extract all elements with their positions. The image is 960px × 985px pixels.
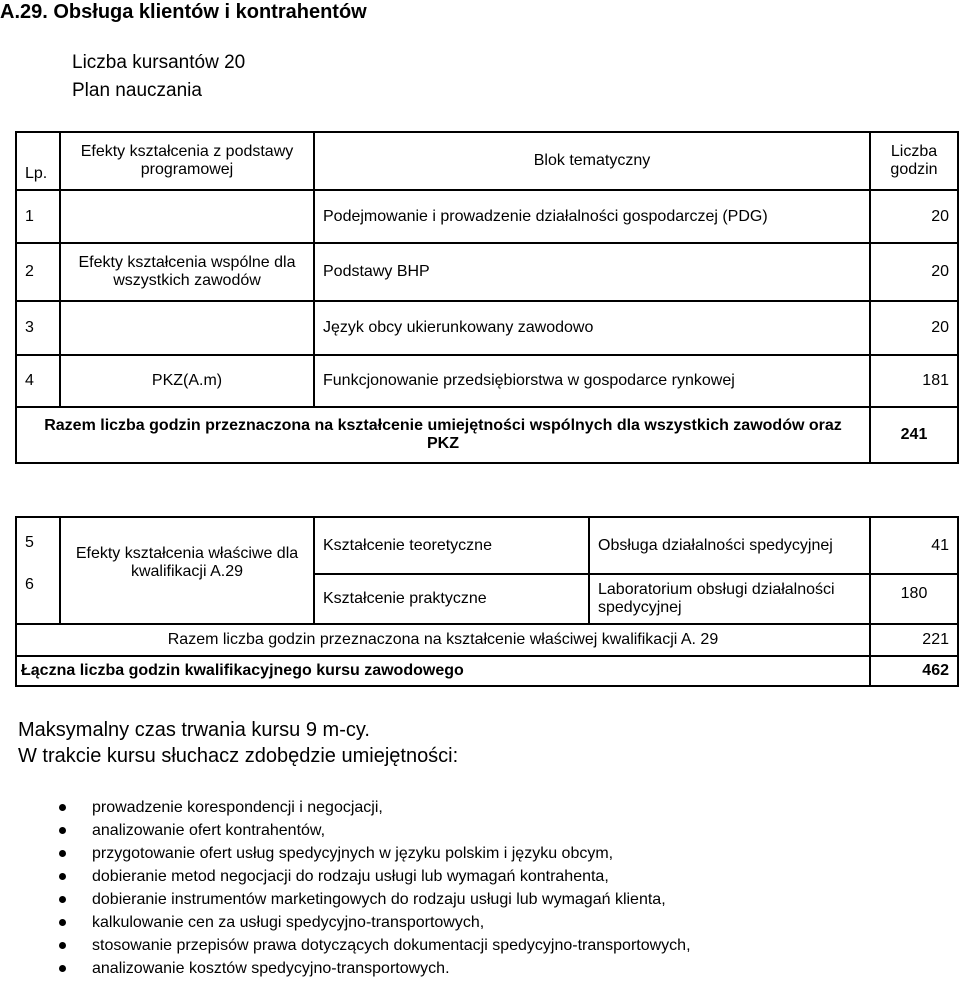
- hours-cell: 20: [870, 190, 958, 243]
- list-item: [0, 957, 691, 980]
- header-block: Blok tematyczny: [314, 132, 870, 190]
- block-cell: Laboratorium obsługi działalności spedycyjnej: [589, 574, 870, 624]
- skills-list: [0, 796, 691, 980]
- list-item: [0, 842, 691, 865]
- subtotal-hours: 221: [870, 624, 958, 656]
- effects-cell: [60, 301, 314, 355]
- common-education-table: [15, 131, 959, 464]
- hours-cell: 181: [870, 355, 958, 407]
- table-row: [16, 243, 958, 301]
- hours-cell: 20: [870, 243, 958, 301]
- header-hours: Liczba godzin: [870, 132, 958, 190]
- type-cell: Kształcenie praktyczne: [314, 574, 589, 624]
- hours-cell: 180: [870, 574, 958, 624]
- bullet-icon: [59, 896, 66, 903]
- header-effects: Efekty kształcenia z podstawy programowej: [60, 132, 314, 190]
- type-cell: Kształcenie teoretyczne: [314, 517, 589, 574]
- header-lp: Lp.: [16, 132, 60, 190]
- table-row: [16, 355, 958, 407]
- lp-cell: 2: [16, 243, 60, 301]
- bullet-icon: [59, 942, 66, 949]
- students-count: Liczba kursantów 20: [72, 52, 246, 73]
- bullet-icon: [59, 873, 66, 880]
- block-cell: Podstawy BHP: [314, 243, 870, 301]
- skill-text: kalkulowanie cen za usługi spedycyjno-transportowych,: [92, 914, 485, 931]
- skill-text: dobieranie instrumentów marketingowych do rodzaju usługi lub wymagań klienta,: [92, 891, 666, 908]
- skills-intro: W trakcie kursu słuchacz zdobędzie umiejętności:: [18, 745, 459, 767]
- table-row: [16, 517, 958, 574]
- skill-text: przygotowanie ofert usług spedycyjnych w języku polskim i języku obcym,: [92, 845, 614, 862]
- block-cell: Funkcjonowanie przedsiębiorstwa w gospodarce rynkowej: [314, 355, 870, 407]
- list-item: [0, 911, 691, 934]
- total-row: [16, 407, 958, 463]
- total-hours: 241: [870, 407, 958, 463]
- plan-heading: Plan nauczania: [72, 80, 202, 101]
- bullet-icon: [59, 804, 66, 811]
- subtotal-row: [16, 624, 958, 656]
- lp-cell: 4: [16, 355, 60, 407]
- list-item: [0, 934, 691, 957]
- table-row: [16, 301, 958, 355]
- bullet-icon: [59, 965, 66, 972]
- qualification-table: [15, 516, 959, 687]
- course-duration: Maksymalny czas trwania kursu 9 m-cy.: [18, 719, 370, 741]
- grand-total-label: Łączna liczba godzin kwalifikacyjnego kursu zawodowego: [16, 656, 870, 686]
- lp-cell: 1: [16, 190, 60, 243]
- skill-text: dobieranie metod negocjacji do rodzaju usługi lub wymagań kontrahenta,: [92, 868, 609, 885]
- effects-cell: PKZ(A.m): [60, 355, 314, 407]
- subtotal-label: Razem liczba godzin przeznaczona na kształcenie właściwej kwalifikacji A. 29: [16, 624, 870, 656]
- skill-text: analizowanie kosztów spedycyjno-transportowych.: [92, 960, 450, 977]
- hours-cell: 20: [870, 301, 958, 355]
- table-header-row: [16, 132, 958, 190]
- block-cell: Obsługa działalności spedycyjnej: [589, 517, 870, 574]
- bullet-icon: [59, 919, 66, 926]
- list-item: [0, 865, 691, 888]
- skill-text: stosowanie przepisów prawa dotyczących dokumentacji spedycyjno-transportowych,: [92, 937, 691, 954]
- skill-text: prowadzenie korespondencji i negocjacji,: [92, 799, 383, 816]
- lp-cell: 5: [16, 517, 60, 574]
- page-title: A.29. Obsługa klientów i kontrahentów: [0, 1, 367, 23]
- effects-cell: Efekty kształcenia właściwe dla kwalifikacji A.29: [60, 517, 314, 624]
- lp-cell: 3: [16, 301, 60, 355]
- effects-cell: Efekty kształcenia wspólne dla wszystkich zawodów: [60, 243, 314, 301]
- list-item: [0, 819, 691, 842]
- hours-cell: 41: [870, 517, 958, 574]
- block-cell: Język obcy ukierunkowany zawodowo: [314, 301, 870, 355]
- bullet-icon: [59, 850, 66, 857]
- skill-text: analizowanie ofert kontrahentów,: [92, 822, 326, 839]
- list-item: [0, 888, 691, 911]
- lp-cell: 6: [16, 574, 60, 624]
- grand-total-row: [16, 656, 958, 686]
- list-item: [0, 796, 691, 819]
- effects-cell: [60, 190, 314, 243]
- table-row: [16, 190, 958, 243]
- total-label: Razem liczba godzin przeznaczona na kształcenie umiejętności wspólnych dla wszystkich zawodów oraz PKZ: [16, 407, 870, 463]
- grand-total-hours: 462: [870, 656, 958, 686]
- bullet-icon: [59, 827, 66, 834]
- block-cell: Podejmowanie i prowadzenie działalności gospodarczej (PDG): [314, 190, 870, 243]
